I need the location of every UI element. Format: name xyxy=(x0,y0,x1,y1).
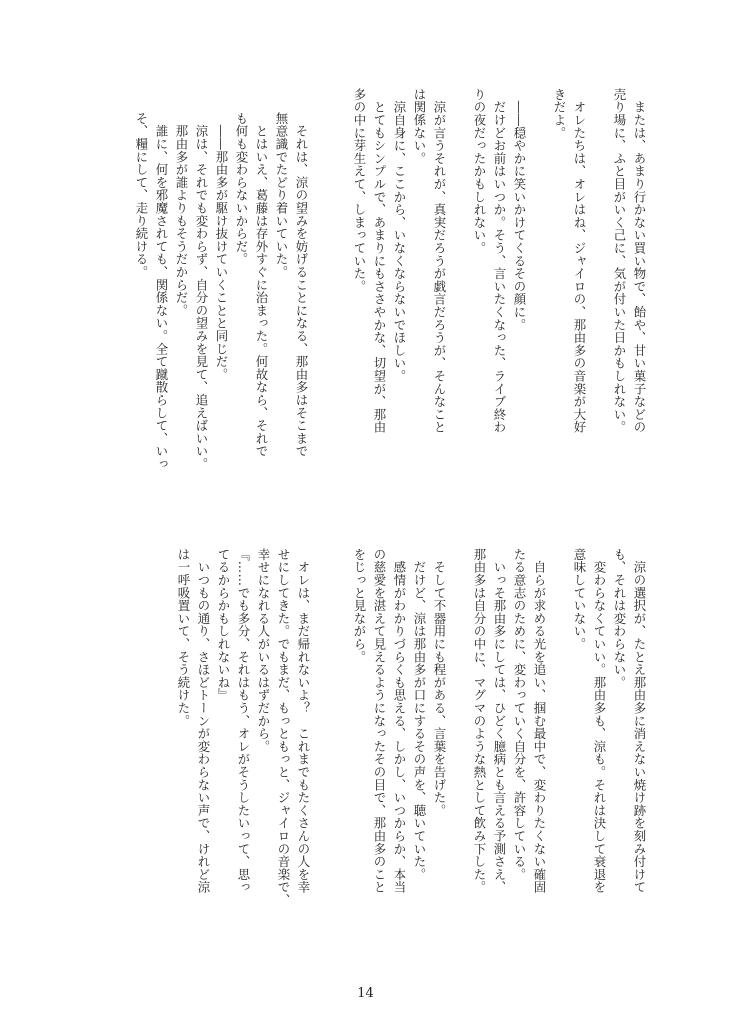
text-line: きだよ。 xyxy=(552,88,567,140)
text-line xyxy=(529,88,549,434)
text-line: は一呼吸置いて、そう続けた。 xyxy=(176,548,191,728)
text-line: オレは、まだ帰れないよ？ これまでもたくさんの人を幸 xyxy=(296,548,311,894)
text-block-lower-left xyxy=(173,548,313,906)
text-line: 涼の選択が、たとえ那由多に消えない焼け跡を刻み付けて xyxy=(632,548,647,894)
text-line: オレたちは、オレはね、ジャイロの、那由多の音楽が大好 xyxy=(572,88,587,434)
text-line: だけどお前はいつか。そう、言いたくなった、ライブ終わ xyxy=(492,88,507,434)
text-line: ――那由多が駆け抜けていくことと同じだ。 xyxy=(214,112,229,381)
text-line: 涼が言うそれが、真実だろうが戯言だろうが、そんなこと xyxy=(432,88,447,434)
text-line xyxy=(449,548,469,894)
text-line: 涼は、それでも変わらず、自分の望みを見て、追えばいい。 xyxy=(194,112,209,471)
text-line: は関係ない。 xyxy=(412,88,427,165)
text-line: ――穏やかに笑いかけてくるその顔に。 xyxy=(512,88,527,332)
text-line: 自らが求める光を追い、掴む最中で、変わりたくない確固 xyxy=(532,548,547,894)
page-number: 14 xyxy=(357,986,374,1001)
text-line: 売り場に、ふと目がいく己に、気が付いた日かもしれない。 xyxy=(612,88,627,434)
text-line: の慈愛を湛えて見えるようになったその目で、那由多のこと xyxy=(372,548,387,894)
text-line: 涼自身に、ここから、いなくならないでほしい。 xyxy=(392,88,407,383)
text-line: せにしてきた。でもまだ、もっともっと、ジャイロの音楽で、 xyxy=(276,548,291,907)
text-line: 那由多が誰よりもそうだからだ。 xyxy=(174,112,189,317)
text-line: または、あまり行かない買い物で、飴や、甘い菓子などの xyxy=(632,88,647,434)
text-line: てるからかもしれないね』 xyxy=(216,548,231,702)
text-line: も、それは変わらない。 xyxy=(612,548,627,689)
text-line: 多の中に芽生えて、しまっていた。 xyxy=(352,88,367,293)
text-line: 誰に、何を邪魔されても、関係ない。全て蹴散らして、いっ xyxy=(154,112,169,471)
text-line xyxy=(449,88,469,434)
text-line: たる意志のために、変わっていく自分を、許容している。 xyxy=(512,548,527,881)
text-line xyxy=(549,548,569,894)
text-line: とはいえ、葛藤は存外すぐに治まった。何故なら、それで xyxy=(254,112,269,458)
text-line: も何も変わらないからだ。 xyxy=(234,112,249,266)
text-line: いつもの通り、さほどトーンが変わらない声で、けれど涼 xyxy=(196,548,211,894)
text-line: 『……でも多分、それはもう、オレがそうしたいって、思っ xyxy=(236,548,251,894)
text-line: だけど、涼は那由多が口にするその声を、聴いていた。 xyxy=(412,548,427,881)
text-block-upper-right xyxy=(349,88,649,434)
text-block-lower-right xyxy=(349,548,649,894)
text-line: をじっと見ながら。 xyxy=(352,548,367,664)
text-line: 意味していない。 xyxy=(572,548,587,651)
text-line: いっそ那由多にしては、ひどく臆病とも言える予測さえ、 xyxy=(492,548,507,894)
text-line: そして不器用にも程がある、言葉を告げた。 xyxy=(432,548,447,817)
text-line: 無意識でたどり着いていた。 xyxy=(274,112,289,279)
text-line: 感情がわかりづらくも思える、しかし、いつからか、本当 xyxy=(392,548,407,894)
text-line: 幸せになれる人がいるはずだから。 xyxy=(256,548,271,753)
text-block-upper-left xyxy=(131,112,311,470)
text-line: それは、涼の望みを妨げることになる、那由多はそこまで xyxy=(294,112,309,458)
text-line: 那由多は自分の中に、マグマのような熱として飲み下した。 xyxy=(472,548,487,894)
text-line: 変わらなくていい。那由多も、涼も。それは決して衰退を xyxy=(592,548,607,894)
text-line: とてもシンプルで、あまりにもささやかな、切望が、那由 xyxy=(372,88,387,434)
text-line: りの夜だったかもしれない。 xyxy=(472,88,487,255)
text-line xyxy=(589,88,609,434)
text-line: そ、糧にして、走り続ける。 xyxy=(134,112,149,279)
